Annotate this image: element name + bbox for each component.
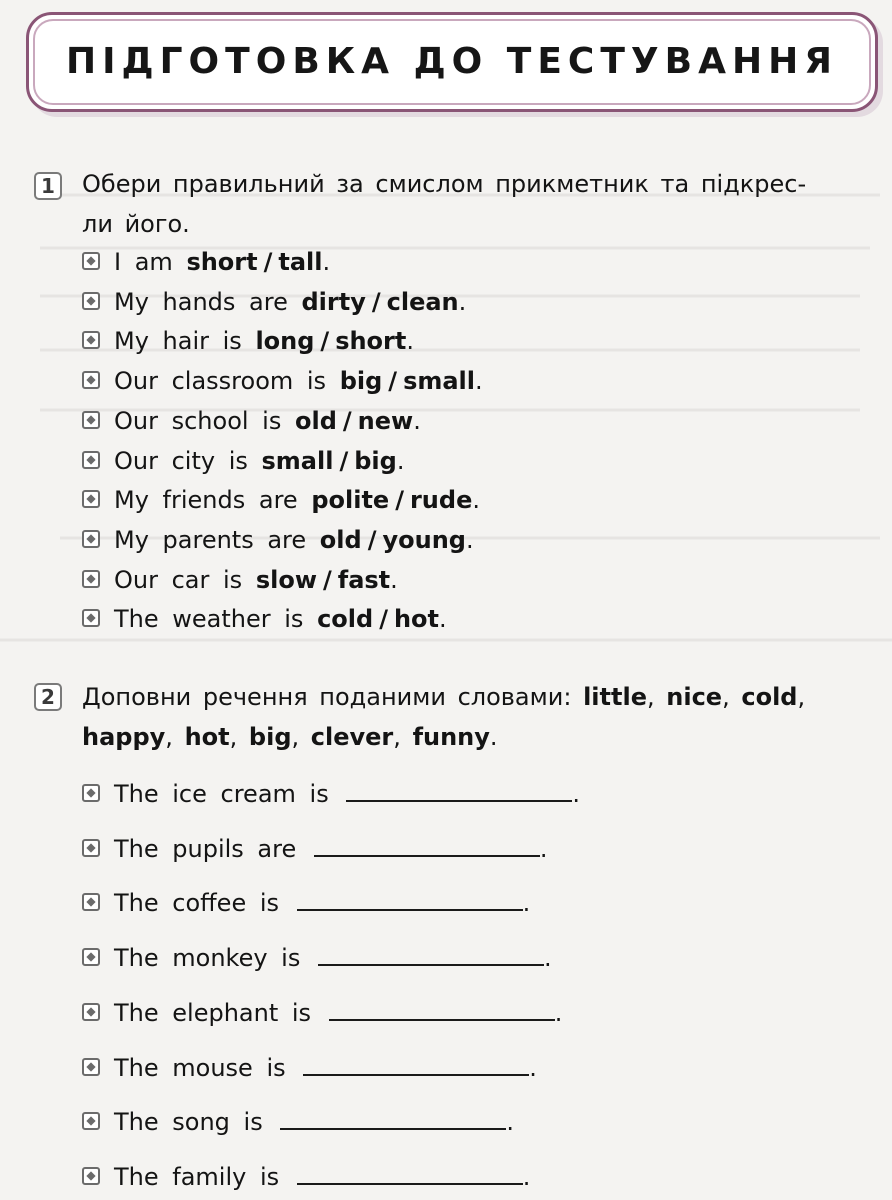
diamond-bullet-icon bbox=[82, 893, 100, 911]
option-a: old bbox=[319, 525, 362, 554]
option-separator: / bbox=[379, 605, 388, 634]
word-bank-word: big bbox=[248, 723, 292, 751]
page-title: ПІДГОТОВКА ДО ТЕСТУВАННЯ bbox=[66, 41, 838, 82]
word-separator: , bbox=[797, 683, 806, 711]
word-separator: , bbox=[229, 723, 238, 751]
answer-blank[interactable] bbox=[329, 997, 555, 1021]
option-a: polite bbox=[311, 486, 390, 515]
option-b: rude bbox=[409, 486, 473, 515]
task-1-instruction: Обери правильний за смислом прикметник та підкрес- ли його. bbox=[82, 170, 807, 238]
option-separator: / bbox=[322, 565, 332, 594]
option-a: slow bbox=[255, 565, 317, 594]
sentence-text: The elephant is bbox=[114, 998, 312, 1027]
sentence-text: The song is bbox=[114, 1108, 263, 1137]
sentence-end: . bbox=[529, 1053, 537, 1082]
diamond-bullet-icon bbox=[82, 331, 100, 349]
diamond-bullet-icon bbox=[82, 1058, 100, 1076]
sentence-end: . bbox=[439, 605, 447, 634]
exercise-2-item bbox=[82, 996, 562, 1030]
word-bank-word: happy bbox=[82, 723, 166, 751]
sentence-end: . bbox=[458, 287, 467, 316]
exercise-1-item bbox=[82, 364, 483, 398]
option-b: hot bbox=[393, 605, 439, 634]
diamond-bullet-icon bbox=[82, 411, 100, 429]
answer-blank[interactable] bbox=[280, 1106, 506, 1130]
option-b: big bbox=[354, 446, 397, 475]
sentence-end: . bbox=[544, 944, 552, 973]
sentence-text: My hands are bbox=[114, 287, 288, 316]
sentence-text: Our classroom is bbox=[114, 367, 327, 396]
diamond-bullet-icon bbox=[82, 292, 100, 310]
option-b: young bbox=[382, 525, 466, 554]
option-separator: / bbox=[342, 406, 352, 435]
word-bank-word: funny bbox=[412, 723, 490, 751]
sentence-end: . bbox=[413, 406, 421, 435]
sentence-end: . bbox=[572, 780, 580, 808]
option-b: new bbox=[357, 406, 414, 435]
sentence-end: . bbox=[522, 889, 531, 918]
exercise-1-item bbox=[82, 483, 480, 517]
exercise-1-item bbox=[82, 285, 466, 319]
exercise-1-item bbox=[82, 563, 398, 597]
sentence-text: The coffee is bbox=[114, 889, 280, 918]
option-separator: / bbox=[367, 525, 377, 554]
diamond-bullet-icon bbox=[82, 490, 100, 508]
exercise-1-item bbox=[82, 444, 404, 478]
diamond-bullet-icon bbox=[82, 530, 100, 548]
sentence-text: The pupils are bbox=[114, 834, 297, 863]
option-a: dirty bbox=[301, 287, 366, 316]
sentence-text: The monkey is bbox=[114, 944, 301, 973]
task-2-instruction bbox=[82, 677, 882, 757]
option-a: old bbox=[294, 406, 337, 435]
sentence-end: . bbox=[322, 248, 331, 276]
diamond-bullet-icon bbox=[82, 839, 100, 857]
answer-blank[interactable] bbox=[346, 778, 572, 802]
title-banner bbox=[26, 12, 878, 112]
exercise-2-item bbox=[82, 941, 552, 975]
exercise-1-item bbox=[82, 602, 447, 636]
diamond-bullet-icon bbox=[82, 1003, 100, 1021]
option-separator: / bbox=[320, 327, 330, 356]
sentence-text: The weather is bbox=[114, 605, 304, 634]
word-bank-word: little bbox=[583, 683, 647, 711]
exercise-1-item bbox=[82, 324, 414, 358]
diamond-bullet-icon bbox=[82, 1112, 100, 1130]
word-separator: , bbox=[165, 723, 173, 751]
option-a: long bbox=[255, 327, 315, 356]
exercise-2-item bbox=[82, 1051, 537, 1085]
answer-blank[interactable] bbox=[318, 942, 544, 966]
sentence-end: . bbox=[390, 565, 398, 594]
option-a: big bbox=[339, 367, 383, 396]
answer-blank[interactable] bbox=[297, 887, 523, 911]
option-b: short bbox=[335, 327, 407, 356]
diamond-bullet-icon bbox=[82, 784, 100, 802]
diamond-bullet-icon bbox=[82, 948, 100, 966]
sentence-text: Our car is bbox=[114, 565, 243, 594]
sentence-text: The family is bbox=[114, 1162, 280, 1191]
sentence-end: . bbox=[522, 1162, 531, 1191]
option-b: clean bbox=[386, 287, 459, 316]
word-separator: , bbox=[393, 723, 401, 751]
sentence-end: . bbox=[506, 1108, 514, 1137]
option-b: small bbox=[403, 367, 476, 396]
sentence-text: The ice cream is bbox=[114, 780, 329, 808]
option-a: small bbox=[261, 446, 334, 475]
exercise-1-item bbox=[82, 523, 474, 557]
word-separator: , bbox=[646, 683, 655, 711]
word-bank-word: clever bbox=[310, 723, 394, 751]
exercise-1-item bbox=[82, 245, 330, 279]
exercise-2-item bbox=[82, 1160, 530, 1194]
sentence-text: Our school is bbox=[114, 406, 282, 435]
diamond-bullet-icon bbox=[82, 609, 100, 627]
diamond-bullet-icon bbox=[82, 451, 100, 469]
diamond-bullet-icon bbox=[82, 371, 100, 389]
exercise-2-item bbox=[82, 777, 580, 811]
answer-blank[interactable] bbox=[297, 1161, 523, 1185]
sentence-text: The mouse is bbox=[114, 1053, 286, 1082]
option-separator: / bbox=[395, 486, 404, 515]
diamond-bullet-icon bbox=[82, 570, 100, 588]
exercise-1-item bbox=[82, 404, 421, 438]
sentence-end: . bbox=[539, 834, 548, 863]
task-number-2: 2 bbox=[34, 683, 62, 711]
option-separator: / bbox=[388, 367, 398, 396]
word-bank-word: cold bbox=[741, 683, 798, 711]
sentence-text: My friends are bbox=[114, 486, 298, 515]
sentence-end: . bbox=[554, 998, 563, 1027]
sentence-end: . bbox=[396, 446, 405, 475]
word-bank-end: . bbox=[489, 723, 498, 751]
sentence-end: . bbox=[475, 367, 483, 396]
sentence-text: My parents are bbox=[114, 525, 307, 554]
exercise-2-item bbox=[82, 832, 548, 866]
word-separator: , bbox=[722, 683, 730, 711]
answer-blank[interactable] bbox=[314, 833, 540, 857]
option-separator: / bbox=[263, 248, 273, 276]
sentence-text: Our city is bbox=[114, 446, 248, 475]
sentence-end: . bbox=[472, 486, 480, 515]
option-a: short bbox=[186, 248, 258, 276]
option-b: fast bbox=[337, 565, 391, 594]
option-separator: / bbox=[371, 287, 381, 316]
option-b: tall bbox=[278, 248, 323, 276]
sentence-text: I am bbox=[114, 248, 173, 276]
sentence-end: . bbox=[465, 525, 474, 554]
task-number-1: 1 bbox=[34, 172, 62, 200]
word-bank-word: hot bbox=[184, 723, 230, 751]
exercise-2-item bbox=[82, 1105, 514, 1139]
exercise-2-item bbox=[82, 886, 530, 920]
answer-blank[interactable] bbox=[303, 1052, 529, 1076]
word-separator: , bbox=[291, 723, 300, 751]
sentence-text: My hair is bbox=[114, 327, 242, 356]
word-bank-word: nice bbox=[666, 683, 723, 711]
option-separator: / bbox=[339, 446, 349, 475]
option-a: cold bbox=[317, 605, 374, 634]
task-2-instruction-text: Доповни речення поданими словами: bbox=[82, 683, 572, 711]
diamond-bullet-icon bbox=[82, 252, 100, 270]
sentence-end: . bbox=[406, 327, 414, 356]
diamond-bullet-icon bbox=[82, 1167, 100, 1185]
